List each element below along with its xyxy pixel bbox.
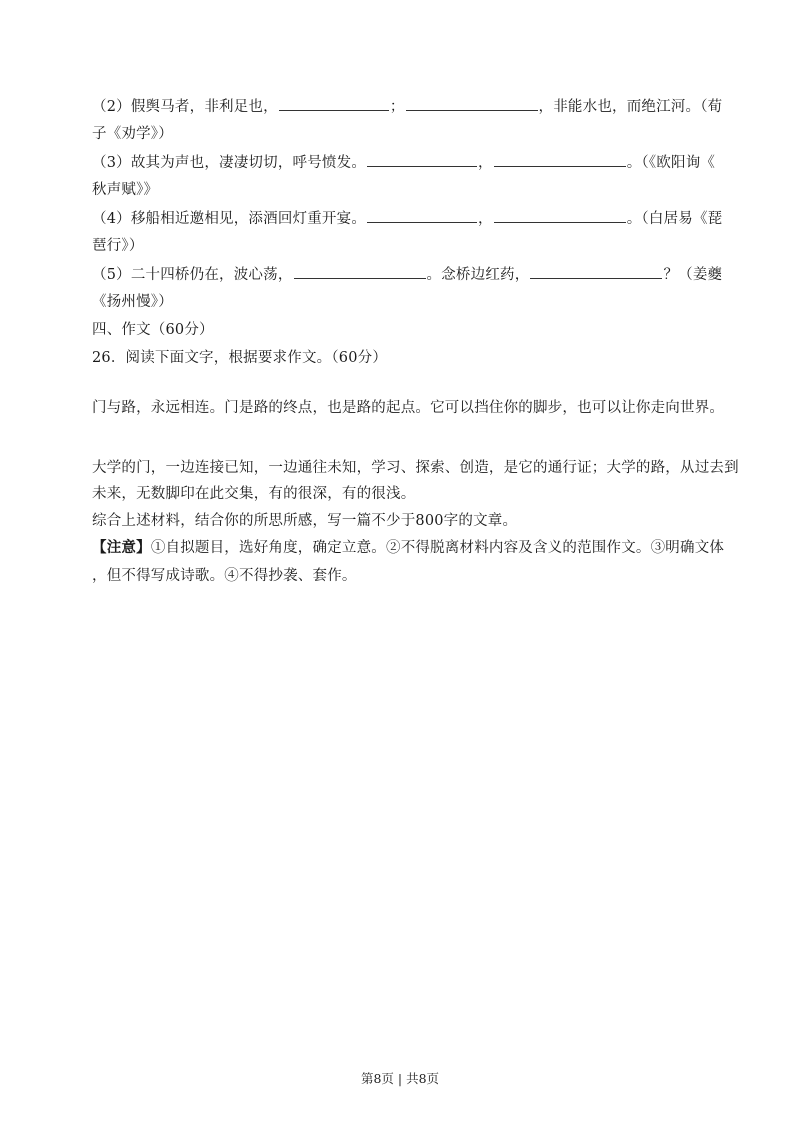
question-4-source: 琶行》） [92, 238, 144, 254]
question-3-line-1 [92, 152, 722, 173]
question-2-text-a: （2）假舆马者，非利足也， [92, 99, 278, 115]
question-2-source: 子《劝学》） [92, 126, 173, 142]
question-5-source: 《扬州慢》） [92, 294, 173, 310]
question-5-line-2 [92, 292, 722, 312]
material-paragraph-1: 门与路，永远相连。门是路的终点，也是路的起点。它可以挡住你的脚步，也可以让你走向世界。 [92, 400, 725, 416]
question-5-separator: 。念桥边红药， [426, 267, 530, 283]
question-2-line-1 [92, 96, 722, 117]
question-3-text-a: （3）故其为声也，凄凄切切，呼号愤发。 [92, 155, 367, 171]
question-2-separator: ； [389, 99, 405, 115]
writing-instruction: 综合上述材料，结合你的所思所感，写一篇不少于800字的文章。 [92, 513, 518, 529]
question-5-text-a: （5）二十四桥仍在，波心荡， [92, 267, 293, 283]
question-2-text-b: ，非能水也，而绝江河。（荀 [538, 99, 723, 115]
question-2-blank-1[interactable] [279, 96, 389, 111]
question-2-blank-2[interactable] [406, 96, 538, 111]
question-4-blank-1[interactable] [367, 208, 477, 223]
question-4-blank-2[interactable] [494, 208, 626, 223]
question-5-line-1 [92, 264, 722, 285]
question-4-text-a: （4）移船相近邀相见，添酒回灯重开宴。 [92, 211, 367, 227]
note-line-1 [92, 538, 725, 558]
material-paragraph-2-line-2: 未来，无数脚印在此交集，有的很深，有的很浅。 [92, 486, 416, 502]
question-4-line-2 [92, 236, 722, 256]
question-4-line-1 [92, 208, 722, 229]
question-3-blank-1[interactable] [367, 152, 477, 167]
question-3-line-2 [92, 180, 722, 200]
question-26-prompt: 26．阅读下面文字，根据要求作文。（60分） [92, 350, 388, 366]
question-3-separator: ， [478, 155, 493, 171]
question-5-blank-1[interactable] [294, 264, 426, 279]
note-line-2: ，但不得写成诗歌。④不得抄袭、套作。 [92, 568, 357, 584]
question-3-source: 秋声赋》》 [92, 182, 159, 198]
question-3-text-b: 。（《欧阳询《 [626, 155, 716, 171]
section-title: 四、作文（60分） [92, 322, 214, 338]
material-paragraph-2-line-1: 大学的门，一边连接已知，一边通往未知，学习、探索、创造，是它的通行证；大学的路，从过去到 [92, 460, 739, 476]
question-5-blank-2[interactable] [530, 264, 662, 279]
question-2-line-2 [92, 124, 722, 144]
question-4-text-b: 。（白居易《琵 [626, 211, 723, 227]
note-text-1: ①自拟题目，选好角度，确定立意。②不得脱离材料内容及含义的范围作文。③明确文体 [150, 540, 725, 556]
question-4-separator: ， [478, 211, 493, 227]
question-3-blank-2[interactable] [494, 152, 626, 167]
page-footer: 第8页 | 共8页 [360, 1071, 440, 1086]
question-5-text-b: ？（姜夔 [663, 267, 723, 283]
note-label: 【注意】 [92, 539, 151, 556]
